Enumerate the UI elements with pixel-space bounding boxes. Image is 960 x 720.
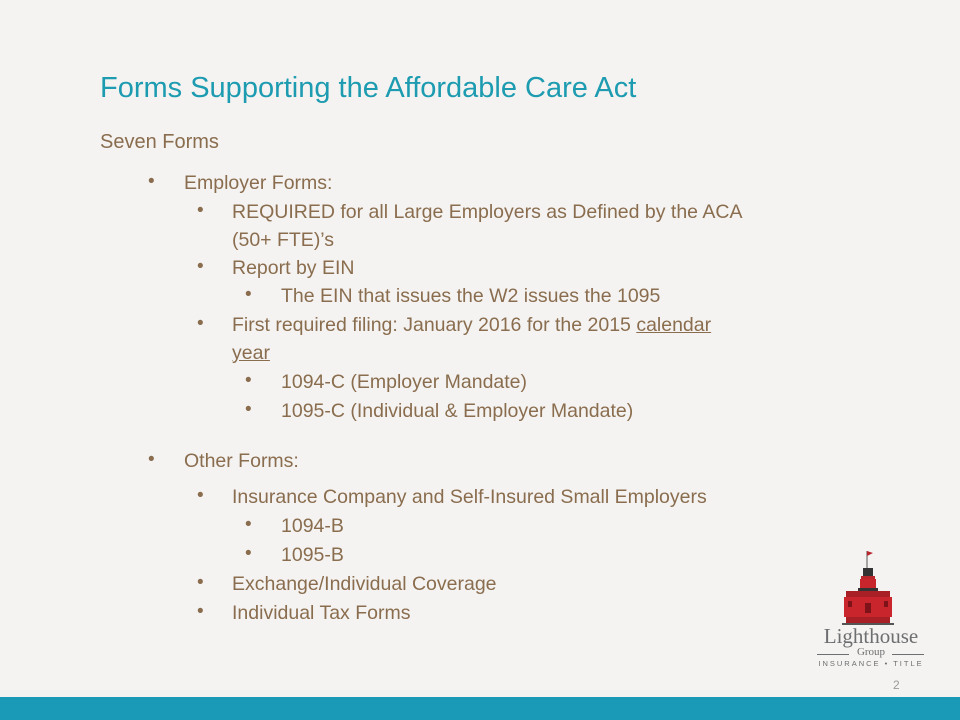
bullet-dot: • <box>197 601 204 622</box>
bullet-dot: • <box>245 514 252 535</box>
year-link[interactable]: year <box>232 342 270 364</box>
first-filing-text: First required filing: January 2016 for the 2015 <box>232 314 637 336</box>
bullet-dot: • <box>197 200 204 221</box>
bullet-dot: • <box>148 171 155 192</box>
bullet-insurance-company: Insurance Company and Self-Insured Small Employers <box>232 486 707 508</box>
bullet-1094b: 1094-B <box>281 515 344 537</box>
logo-name: Lighthouse <box>823 624 919 648</box>
bullet-dot: • <box>245 284 252 305</box>
bullet-1094c: 1094-C (Employer Mandate) <box>281 371 528 393</box>
bullet-1095b: 1095-B <box>281 544 344 566</box>
bullet-dot: • <box>148 449 155 470</box>
logo-tagline: INSURANCE • TITLE <box>818 659 924 668</box>
bullet-dot: • <box>245 399 252 420</box>
logo-group: Group <box>856 646 886 658</box>
slide-subtitle: Seven Forms <box>100 131 219 153</box>
bullet-required-line2: (50+ FTE)’s <box>232 229 335 251</box>
logo-divider <box>892 654 924 655</box>
bullet-other-forms: Other Forms: <box>184 450 299 472</box>
bullet-individual-tax-forms: Individual Tax Forms <box>232 602 411 624</box>
bullet-exchange-coverage: Exchange/Individual Coverage <box>232 573 497 595</box>
bullet-ein-issues: The EIN that issues the W2 issues the 1095 <box>281 285 661 307</box>
calendar-link[interactable]: calendar <box>636 314 712 336</box>
bullet-first-filing-line2 <box>232 340 270 366</box>
slide-title: Forms Supporting the Affordable Care Act <box>100 72 637 104</box>
bullet-dot: • <box>197 256 204 277</box>
bullet-required-line1: REQUIRED for all Large Employers as Defined by the ACA <box>232 201 743 223</box>
page-number: 2 <box>893 678 900 692</box>
bullet-dot: • <box>197 313 204 334</box>
bullet-first-filing-line1 <box>232 312 711 338</box>
bullet-dot: • <box>245 543 252 564</box>
bullet-1095c: 1095-C (Individual & Employer Mandate) <box>281 400 634 422</box>
bullet-dot: • <box>197 572 204 593</box>
bullet-employer-forms: Employer Forms: <box>184 172 333 194</box>
footer-bar <box>0 697 960 720</box>
bullet-dot: • <box>197 485 204 506</box>
bullet-report-by-ein: Report by EIN <box>232 257 355 279</box>
bullet-dot: • <box>245 370 252 391</box>
